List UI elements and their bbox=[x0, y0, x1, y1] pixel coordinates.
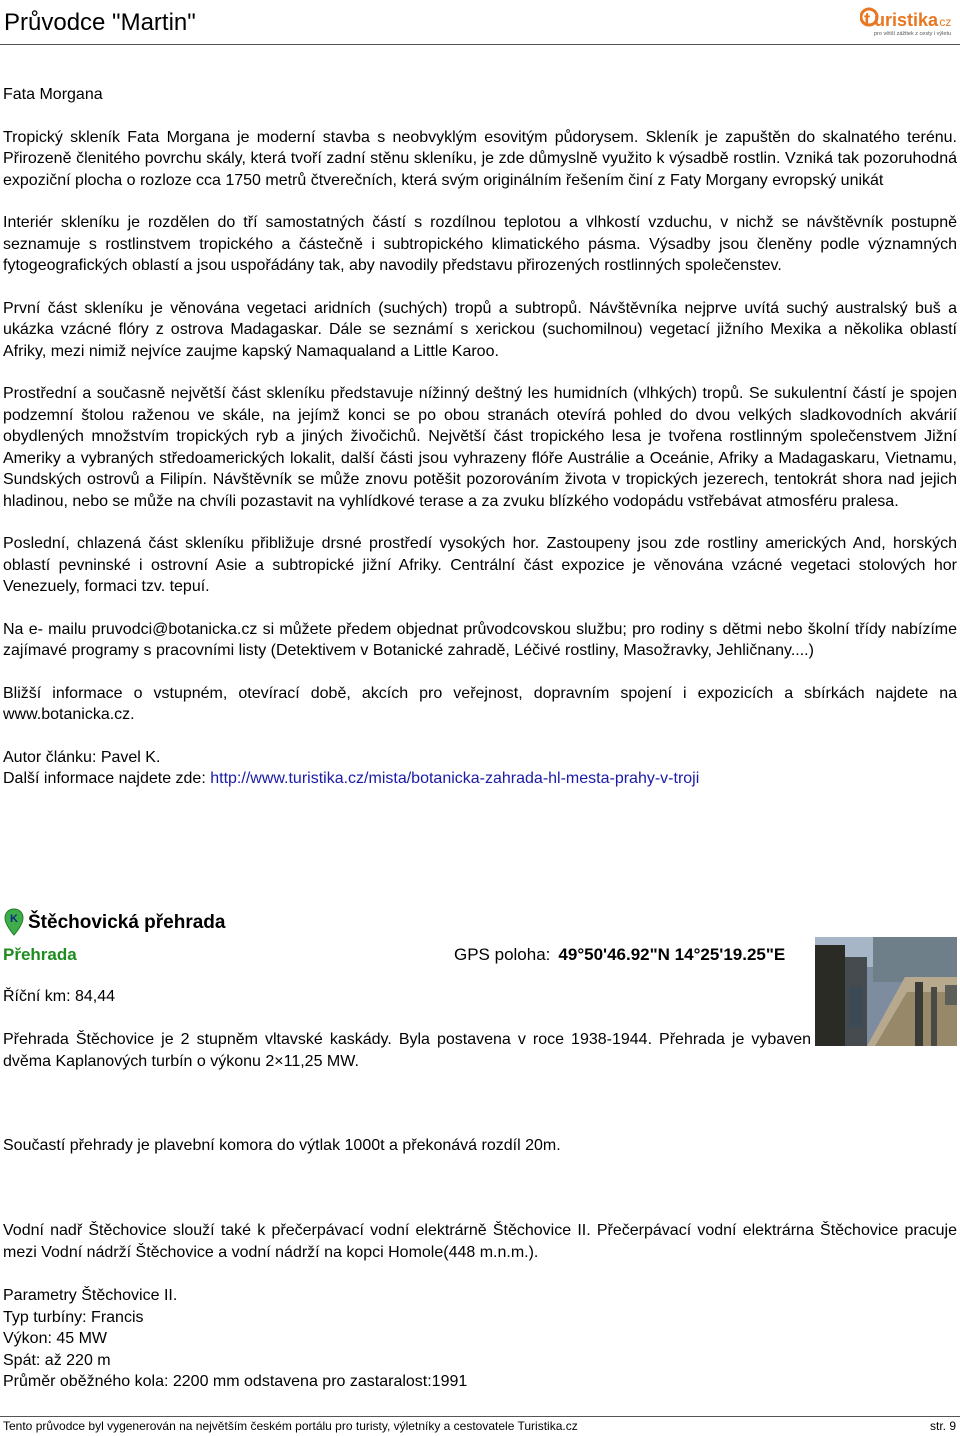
parameters-list bbox=[3, 1285, 467, 1393]
svg-text:.cz: .cz bbox=[936, 15, 952, 29]
parameter-line: Parametry Štěchovice II. bbox=[3, 1287, 178, 1304]
article-paragraph: Tropický skleník Fata Morgana je moderní stavba s neobvyklým esovitým půdorysem. Skleník je zapuštěn do skalnatého terénu. Přirozeně členitého povrchu skály, která tvoří zadní stěnu skleníku, je zde důmyslně využito k výsadbě rostlin. Vzniká tak pozoruhodná expoziční plocha o rozloze cca 1750 metrů čtverečních, která svým originálním řešením činí z Faty Morgany evropský unikát bbox=[3, 128, 957, 189]
footer-text: Tento průvodce byl vygenerován na největším českém portálu pro turisty, výletníky a cestovatele Turistika.cz bbox=[3, 1419, 578, 1433]
turistika-logo[interactable] bbox=[860, 4, 958, 38]
article-paragraph: Na e- mailu pruvodci@botanicka.cz si můžete předem objednat průvodcovskou službu; pro rodiny s dětmi nebo školní třídy nabízíme zajímavé programy s pracovními listy (Detektivem v Botanické zahradě, Léčivé rostliny, Masožravky, Jehličnany....) bbox=[3, 620, 957, 659]
footer-divider bbox=[0, 1416, 960, 1417]
parameter-line: Typ turbíny: Francis bbox=[3, 1308, 144, 1326]
more-info-label: Další informace najdete zde: bbox=[3, 770, 206, 787]
article-paragraph: První část skleníku je věnována vegetaci aridních (suchých) tropů a subtropů. Návštěvníka nejprve uvítá suchý australský buš a ukázka vzácné flóry z ostrova Madagaskar. Dále se seznámí s xerickou (suchomilnou) vegetací jižního Mexika a několika oblastí Afriky, mezi nimiž nejvíce zaujme kapský Namaqualand a Little Karoo. bbox=[3, 299, 957, 360]
place-title: Štěchovická přehrada bbox=[28, 912, 226, 933]
gps-value: 49°50'46.92"N 14°25'19.25"E bbox=[558, 945, 786, 964]
page-number: str. 9 bbox=[929, 1419, 956, 1433]
marker-letter: K bbox=[10, 913, 18, 925]
guide-title: Průvodce "Martin" bbox=[4, 9, 196, 36]
more-info-line bbox=[3, 768, 957, 790]
svg-text:pro větší zážitek z cesty i vý: pro větší zážitek z cesty i výletu bbox=[874, 31, 952, 37]
more-info-link[interactable]: http://www.turistika.cz/mista/botanicka-zahrada-hl-mesta-prahy-v-troji bbox=[210, 770, 700, 787]
parameter-line: Průměr oběžného kola: 2200 mm odstavena pro zastaralost:1991 bbox=[3, 1373, 468, 1390]
place-paragraph: Vodní nadř Štěchovice slouží také k přečerpávací vodní elektrárně Štěchovice II. Přečerpávací vodní elektrárna Štěchovice pracuje mezi Vodní nádrží Štěchovice a vodní nádrží na kopci Homole(448 m.n.m.). bbox=[3, 1222, 957, 1261]
article-body bbox=[3, 84, 957, 790]
article-paragraph: Bližší informace o vstupném, otevírací době, akcích pro veřejnost, dopravním spojení i expozicích a sbírkách najdete na www.botanicka.cz. bbox=[3, 684, 957, 723]
svg-text:t: t bbox=[864, 10, 871, 31]
article-author: Autor článku: Pavel K. bbox=[3, 748, 161, 766]
parameter-line: Spát: až 220 m bbox=[3, 1351, 111, 1369]
article-paragraph: Interiér skleníku je rozdělen do tří samostatných částí s rozdílnou teplotou a vlhkostí vzduchu, v nichž se návštěvník postupně seznamuje s rostlinstvem tropického a částečně i subtropického klimatického pásma. Výsadby jsou členěny podle významných fytogeografických oblastí a jsou uspořádány tak, aby navodily představu přirozených rostlinných společenstev. bbox=[3, 214, 957, 274]
parameter-line: Výkon: 45 MW bbox=[3, 1330, 108, 1347]
place-type: Přehrada bbox=[3, 945, 77, 964]
page-header bbox=[0, 0, 960, 44]
place-paragraph: Součastí přehrady je plavební komora do výtlak 1000t a překonává rozdíl 20m. bbox=[3, 1137, 561, 1154]
header-divider bbox=[0, 44, 960, 45]
place-paragraph: Přehrada Štěchovice je 2 stupněm vltavské kaskády. Byla postavena v roce 1938-1944. Přehrada je vybaven dvěma Kaplanových turbín o výkonu 2×11,25 MW. bbox=[3, 1031, 811, 1070]
map-marker-icon bbox=[4, 908, 24, 936]
river-km: Říční km: 84,44 bbox=[3, 988, 116, 1005]
article-paragraph: Prostřední a současně největší část skleníku představuje nížinný deštný les humidních (vlhkých) tropů. Se sukulentní částí je spojen podzemní štolou raženou ve skále, na jejímž konci se po obou stranách otevírá pohled do dvou velkých sladkovodních akvárií obydlených množstvím tropických ryb a jiných živočichů. Největší část tropického lesa je tvořena rostlinným společenstvem Jižní Ameriky a vybraných středoamerických lokalit, další části jsou vyhrazeny flóře Austrálie a Oceánie, Afriky a Madagaskaru, Vietnamu, Sundských ostrovů a Filipín. Návštěvník se může znovu potěšit pozorováním života v tropických jezerech, tentokrát shora nad jejich hladinou, nebo se může na chvíli pozastavit na vyhlídkové terase a za zvuku blízkého vodopádu vstřebávat atmosféru pralesa. bbox=[3, 385, 957, 510]
article-paragraph: Poslední, chlazená část skleníku přibližuje drsné prostředí vysokých hor. Zastoupeny jsou zde rostliny amerických And, horských oblastí pevninské i ostrovní Asie a subtropické jižní Afriky. Centrální část expozice je věnována vzácné vegetaci stolových hor Venezuely, formaci tzv. tepuí. bbox=[3, 535, 957, 595]
gps-position bbox=[454, 945, 785, 965]
svg-text:uristika: uristika bbox=[874, 10, 939, 30]
gps-label: GPS poloha: bbox=[454, 945, 551, 964]
dam-photo bbox=[815, 937, 957, 1046]
article-title: Fata Morgana bbox=[3, 86, 103, 103]
